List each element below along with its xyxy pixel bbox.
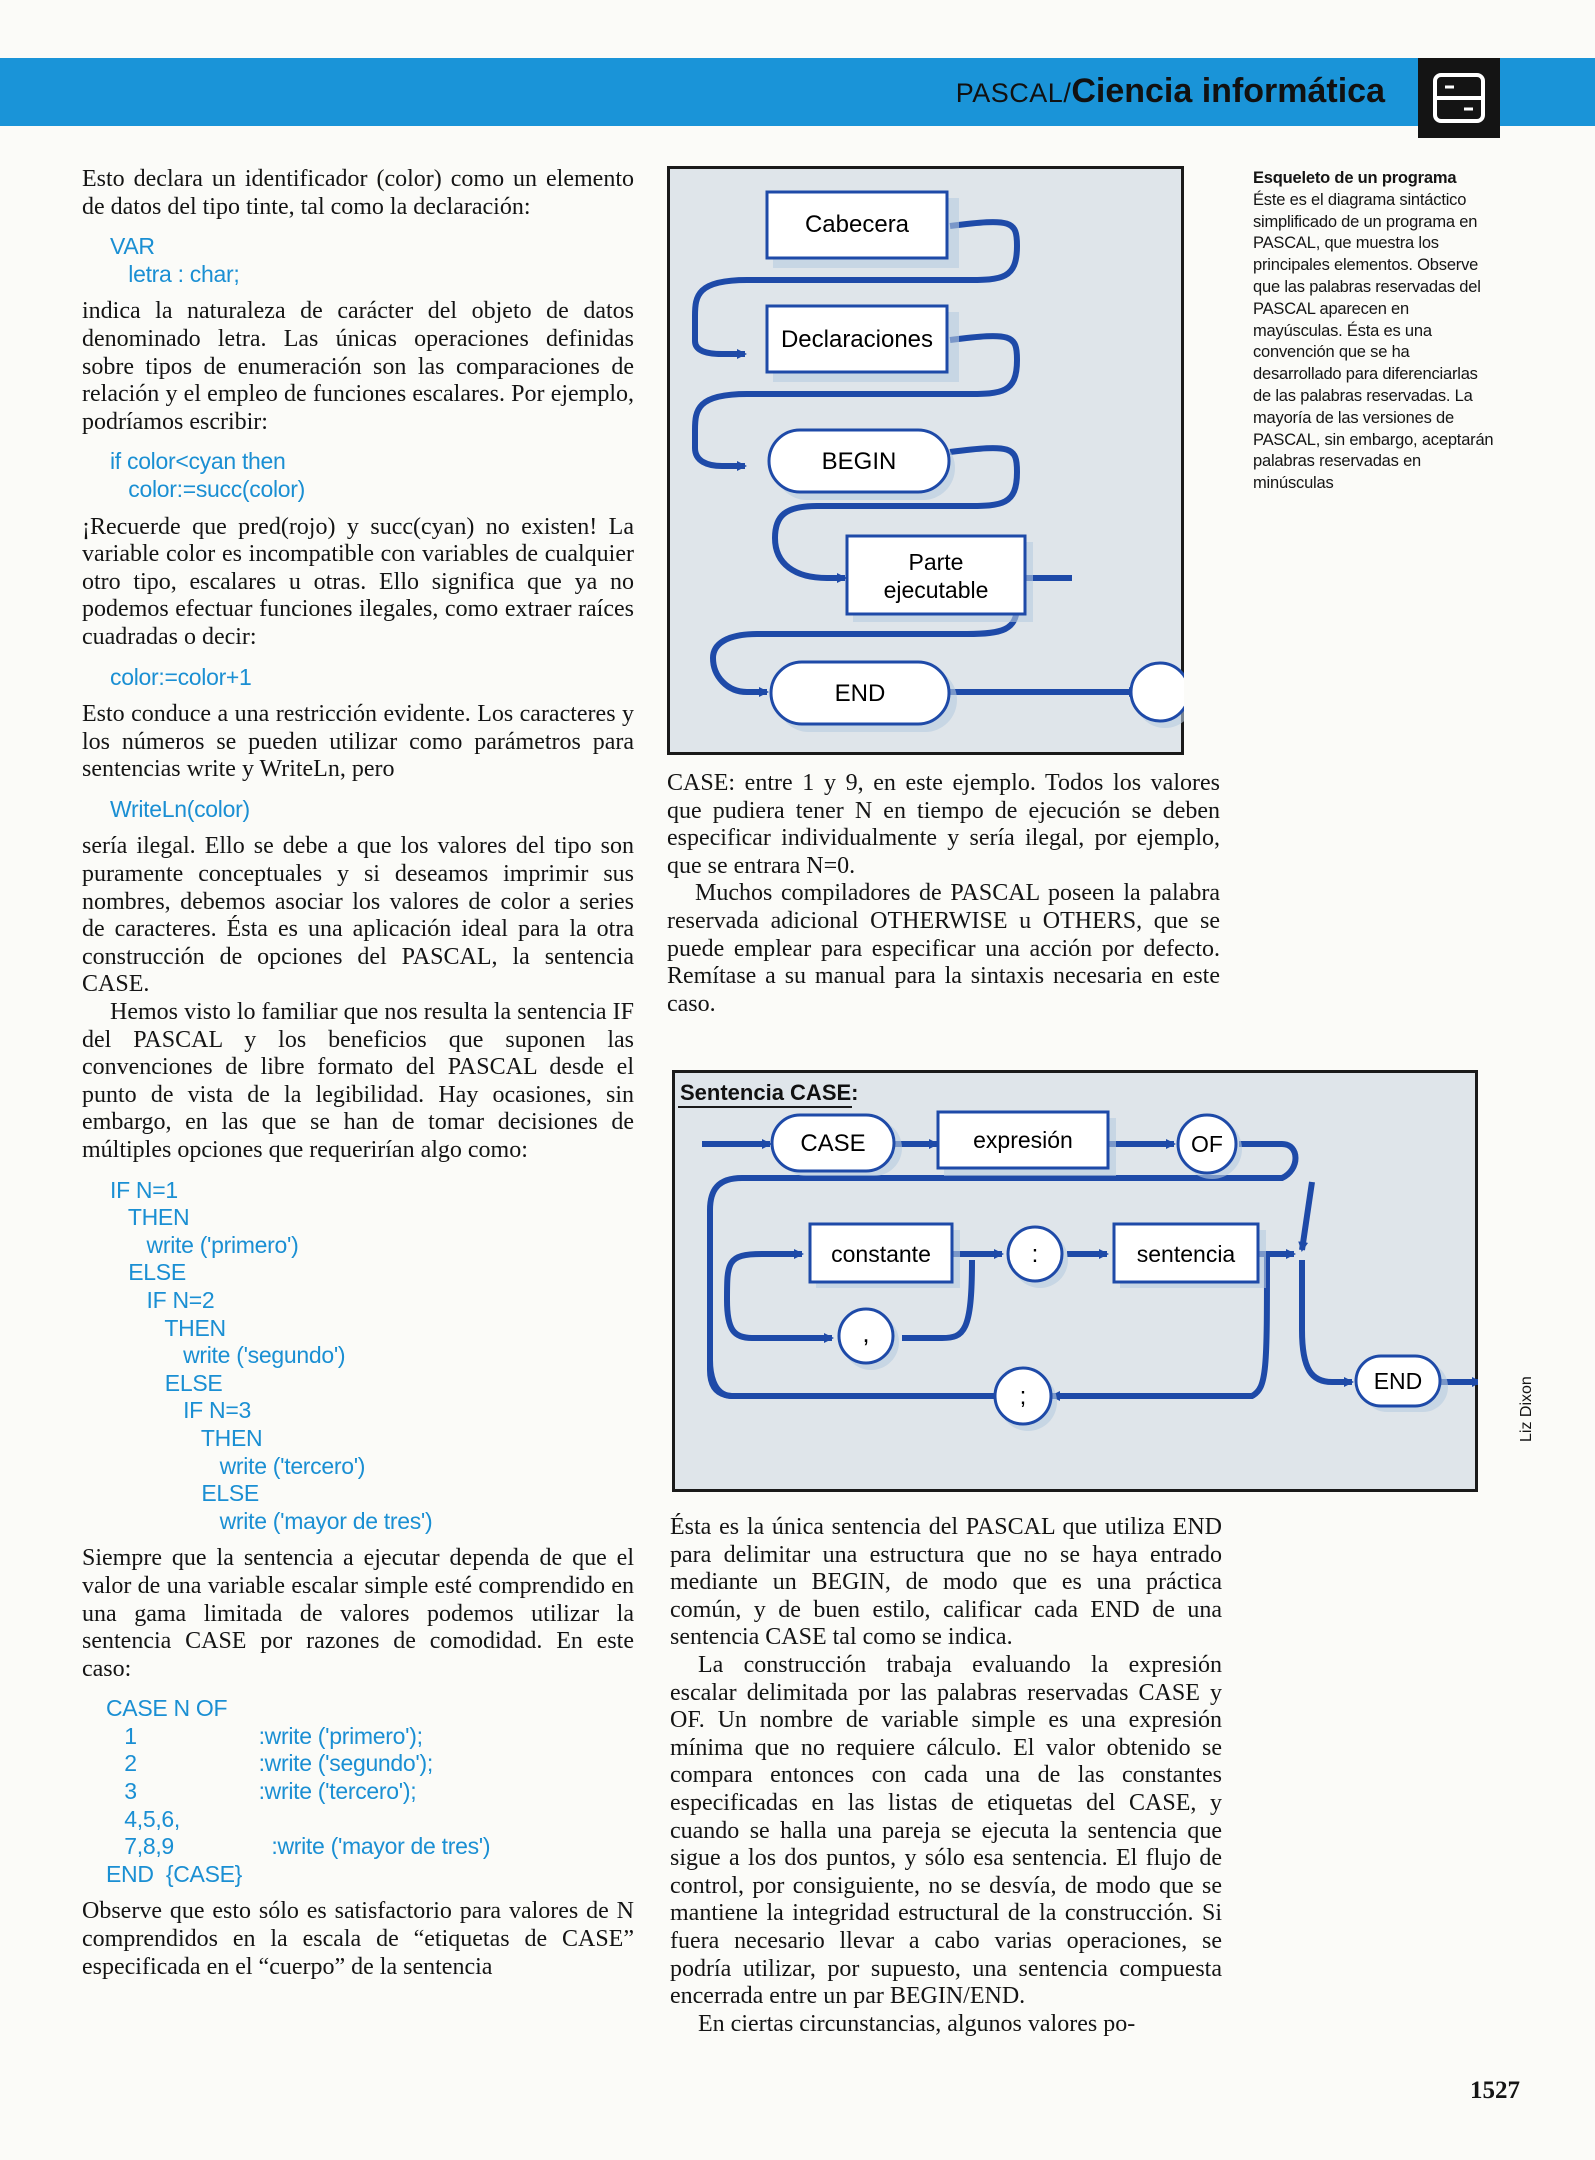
parte-label-line2: ejecutable xyxy=(883,577,989,603)
paragraph: ¡Recuerde que pred(rojo) y succ(cyan) no existen! La variable color es incompatible con variables de cualquier otro tipo, escalares u otras. Ello significa que ya no podemos efectuar funciones ilegales, como extraer raíces cuadradas o decir: xyxy=(82,513,634,650)
sentencia-box xyxy=(1114,1224,1266,1288)
paragraph: La construcción trabaja evaluando la expresión escalar delimitada por las palabras reservadas CASE y OF. Un nombre de variable simple es una expresión mínima que no requiere cálculo. El valor obtenido se compara entonces con cada una de las constantes especificadas en las listas de etiquetas del CASE, y cuando se halla una pareja se ejecuta la sentencia que sigue a los dos puntos, y sólo esa sentencia. El flujo de control, por consiguiente, no se desvía, de modo que se mantiene la integridad estructural de la construcción. Si fuera necesario llevar a cabo varias operaciones, se podría utilizar, por supuesto, una sentencia compuesta encerrada entre un par BEGIN/END. xyxy=(670,1651,1222,2010)
paragraph: Muchos compiladores de PASCAL poseen la palabra reservada adicional OTHERWISE u OTHERS, que se puede emplear para especificar una acción por defecto. Remítase a su manual para la sintaxis necesaria en este caso. xyxy=(667,880,1220,1017)
begin-pill xyxy=(769,430,955,500)
paragraph: CASE: entre 1 y 9, en este ejemplo. Todos los valores que pudiera tener N en tiempo de ejecución se deben especificar individualmente y sería ilegal, por ejemplo, que se entrara N=0. xyxy=(667,770,1220,879)
paragraph: sería ilegal. Ello se debe a que los valores del tipo son puramente conceptuales y si deseamos imprimir sus nombres, debemos asociar los valores de color a series de caracteres. Ésta es una aplicación ideal para la otra construcción de opciones del PASCAL, la sentencia CASE. xyxy=(82,833,634,998)
figure-caption xyxy=(1253,168,1498,495)
code-block: CASE N OF 1 :write ('primero'); 2 :write ('segundo'); 3 :write ('tercero'); 4,5,6, 7,8,9 :write ('mayor de tres') END {CASE} xyxy=(106,1695,491,1887)
right-column-bottom xyxy=(670,1514,1222,2038)
comma-label: , xyxy=(862,1318,870,1348)
constante-box xyxy=(810,1224,960,1288)
left-column xyxy=(82,166,634,1981)
caption-title: Esqueleto de un programa xyxy=(1253,169,1457,187)
paragraph: En ciertas circunstancias, algunos valores po- xyxy=(698,2010,1136,2037)
page-number: 1527 xyxy=(1470,2077,1520,2104)
end-label: END xyxy=(1373,1368,1423,1394)
colon-label: : xyxy=(1031,1241,1039,1268)
diagram-title: Sentencia CASE: xyxy=(680,1080,859,1105)
code-block: WriteLn(color) xyxy=(110,795,250,822)
parte-label-line1: Parte xyxy=(908,549,964,575)
caption-text: Éste es el diagrama sintáctico simplificado de un programa en PASCAL, que muestra los principales elementos. Observe que las palabras reservadas del PASCAL aparecen en mayúsculas. Ésta es una convención que se ha desarrollado para diferenciarlas de las palabras reservadas. La mayoría de las versiones de PASCAL, sin embargo, aceptarán palabras reservadas en minúsculas xyxy=(1253,190,1494,493)
right-column-top xyxy=(667,770,1220,1018)
code-block: color:=color+1 xyxy=(110,663,252,690)
paragraph: Siempre que la sentencia a ejecutar dependa de que el valor de una variable escalar simple esté comprendido en una gama limitada de valores podemos utilizar la sentencia CASE por razones de comodidad. En este caso: xyxy=(82,1545,634,1682)
illustrator-credit: Liz Dixon xyxy=(1518,1376,1535,1442)
case-pill xyxy=(772,1115,902,1176)
header-main-title: Ciencia informática xyxy=(1071,72,1385,110)
sentencia-label: sentencia xyxy=(1136,1241,1236,1267)
declaraciones-label: Declaraciones xyxy=(780,326,934,353)
declaraciones-box xyxy=(767,306,959,382)
end-pill xyxy=(771,662,957,732)
program-skeleton-diagram xyxy=(667,166,1184,755)
header-title xyxy=(956,72,1385,111)
paragraph: Hemos visto lo familiar que nos resulta la sentencia IF del PASCAL y los beneficios que suponen las convenciones de libre formato del PASCAL desde el punto de vista de la legibilidad. Hay ocasiones, sin embargo, en las que se han de tomar decisiones de múltiples opciones que requerirían algo como: xyxy=(82,999,634,1163)
semicolon-label: ; xyxy=(1019,1383,1027,1410)
paragraph: indica la naturaleza de carácter del objeto de datos denominado letra. Las únicas operaciones definidas sobre tipos de enumeración son las comparaciones de relación y el empleo de funciones escalares. Por ejemplo, podríamos escribir: xyxy=(82,298,634,435)
computer-chip-icon xyxy=(1418,58,1500,138)
end-label: END xyxy=(834,680,886,707)
cabecera-box xyxy=(767,192,959,268)
paragraph: Observe que esto sólo es satisfactorio para valores de N comprendidos en la escala de “etiquetas de CASE” especificada en el “cuerpo” de la sentencia xyxy=(82,1898,634,1980)
header-section: PASCAL/ xyxy=(955,78,1072,108)
code-block: IF N=1 THEN write ('primero') ELSE IF N=2 THEN write ('segundo') ELSE IF N=3 THEN write ('tercero') ELSE write ('mayor de tres') xyxy=(110,1176,433,1534)
parte-ejecutable-box xyxy=(847,536,1033,622)
expresion-label: expresión xyxy=(973,1127,1073,1153)
constante-label: constante xyxy=(831,1241,931,1267)
case-syntax-diagram xyxy=(672,1070,1478,1492)
begin-label: BEGIN xyxy=(821,448,897,475)
of-label: OF xyxy=(1191,1131,1223,1157)
cabecera-label: Cabecera xyxy=(804,211,910,238)
end-pill xyxy=(1356,1356,1448,1412)
paragraph: Ésta es la única sentencia del PASCAL que utiliza END para delimitar una estructura que no se haya entrado mediante un BEGIN, de modo que es una práctica común, y de buen estilo, calificar cada END de una sentencia CASE tal como se indica. xyxy=(670,1514,1222,1651)
paragraph: Esto conduce a una restricción evidente. Los caracteres y los números se pueden utilizar como parámetros para sentencias write y WriteLn, pero xyxy=(82,701,634,783)
case-label: CASE xyxy=(800,1130,866,1157)
code-block: VAR letra : char; xyxy=(110,233,240,287)
expresion-box xyxy=(938,1112,1116,1176)
code-block: if color<cyan then color:=succ(color) xyxy=(110,448,306,502)
paragraph: Esto declara un identificador (color) como un elemento de datos del tipo tinte, tal como la declaración: xyxy=(82,166,634,220)
